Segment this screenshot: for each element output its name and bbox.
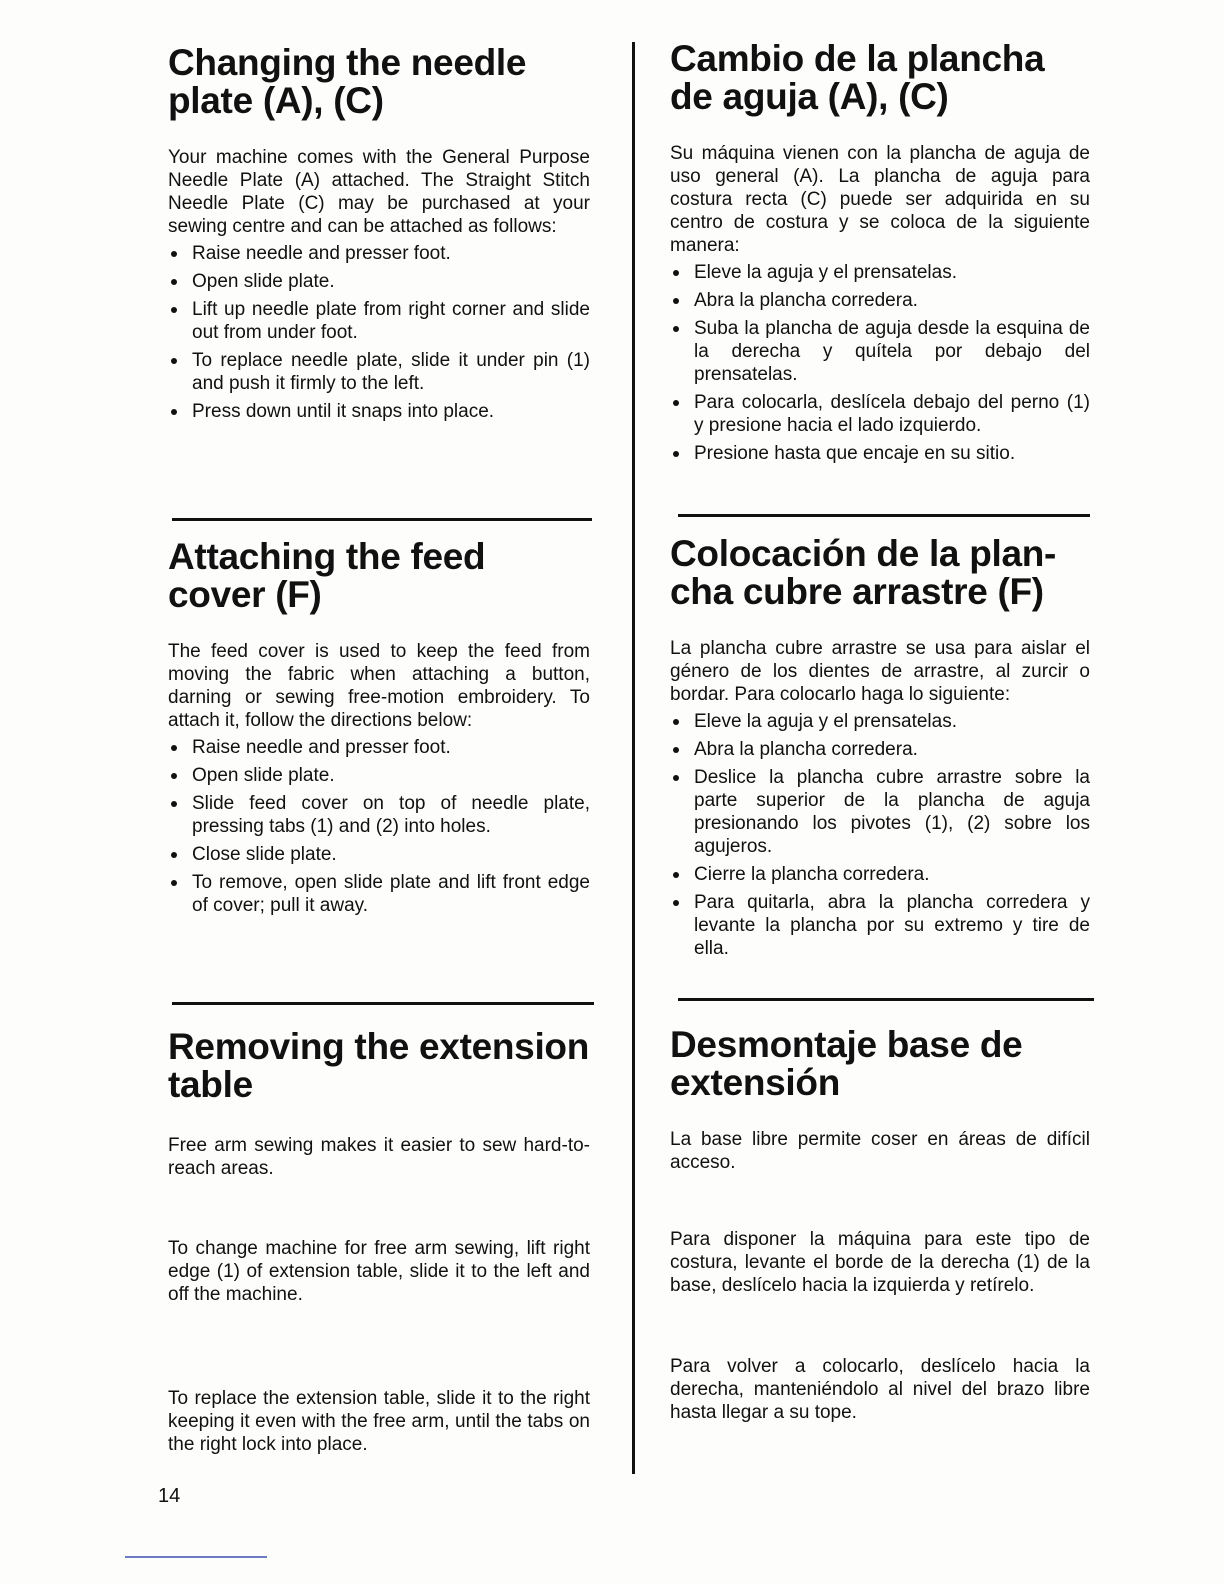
- paragraph-replace-table-es: Para volver a colocarlo, deslícelo hacia la derecha, manteniéndolo al nivel del brazo libre hasta llegar a su tope.: [670, 1356, 1090, 1423]
- heading-feed-cover-es: Colocación de la plan-cha cubre arrastre (F): [670, 533, 1057, 612]
- section-extension-table-en: [168, 1028, 590, 1456]
- list-item: Close slide plate.: [168, 843, 590, 866]
- intro-needle-plate-es: Su máquina vienen con la plancha de aguja de uso general (A). La plancha de aguja para costura recta (C) puede ser adquirida en su centro de costura y se coloca de la siguiente manera:: [670, 143, 1090, 256]
- steps-needle-plate-en: [168, 242, 590, 423]
- heading-needle-plate-en: Changing the needle plate (A), (C): [168, 42, 527, 121]
- section-rule: [678, 514, 1090, 517]
- scan-artifact-line: [125, 1556, 267, 1558]
- section-rule: [172, 1002, 594, 1005]
- list-item: Slide feed cover on top of needle plate, pressing tabs (1) and (2) into holes.: [168, 792, 590, 838]
- section-extension-table-es: [670, 1026, 1090, 1424]
- list-item: Abra la plancha corredera.: [670, 738, 1090, 761]
- column-divider: [632, 42, 635, 1474]
- section-rule: [678, 998, 1094, 1001]
- heading-extension-table-es: Desmontaje base de extensión: [670, 1024, 1023, 1103]
- list-item: Cierre la plancha corredera.: [670, 863, 1090, 886]
- section-needle-plate-es: [670, 40, 1090, 470]
- list-item: Presione hasta que encaje en su sitio.: [670, 442, 1090, 465]
- heading-feed-cover-en: Attaching the feed cover (F): [168, 536, 486, 615]
- paragraph-free-arm-es: La base libre permite coser en áreas de difícil acceso.: [670, 1129, 1090, 1173]
- list-item: Para quitarla, abra la plancha corredera y levante la plancha por su extremo y tire de ella.: [670, 891, 1090, 960]
- list-item: Press down until it snaps into place.: [168, 400, 590, 423]
- paragraph-remove-table-en: To change machine for free arm sewing, lift right edge (1) of extension table, slide it to the left and off the machine.: [168, 1238, 590, 1305]
- list-item: To replace needle plate, slide it under pin (1) and push it firmly to the left.: [168, 349, 590, 395]
- section-feed-cover-en: [168, 538, 590, 922]
- intro-feed-cover-en: The feed cover is used to keep the feed from moving the fabric when attaching a button, darning or sewing free-motion embroidery. To attach it, follow the directions below:: [168, 641, 590, 731]
- list-item: Suba la plancha de aguja desde la esquina de la derecha y quítela por debajo del prensatelas.: [670, 317, 1090, 386]
- list-item: Deslice la plancha cubre arrastre sobre la parte superior de la plancha de aguja presionando los pivotes (1), (2) sobre los agujeros.: [670, 766, 1090, 858]
- list-item: Lift up needle plate from right corner and slide out from under foot.: [168, 298, 590, 344]
- section-needle-plate-en: [168, 44, 590, 428]
- section-feed-cover-es: [670, 535, 1090, 965]
- list-item: Raise needle and presser foot.: [168, 736, 590, 759]
- section-rule: [172, 518, 592, 521]
- heading-extension-table-en: Removing the extension table: [168, 1026, 590, 1105]
- list-item: Raise needle and presser foot.: [168, 242, 590, 265]
- heading-needle-plate-es: Cambio de la plancha de aguja (A), (C): [670, 38, 1045, 117]
- steps-needle-plate-es: [670, 261, 1090, 465]
- steps-feed-cover-en: [168, 736, 590, 917]
- list-item: To remove, open slide plate and lift front edge of cover; pull it away.: [168, 871, 590, 917]
- list-item: Open slide plate.: [168, 764, 590, 787]
- paragraph-remove-table-es: Para disponer la máquina para este tipo de costura, levante el borde de la derecha (1) de la base, deslícelo hacia la izquierda y retírelo.: [670, 1229, 1090, 1296]
- list-item: Open slide plate.: [168, 270, 590, 293]
- page-number: 14: [158, 1485, 181, 1507]
- intro-needle-plate-en: Your machine comes with the General Purpose Needle Plate (A) attached. The Straight Stitch Needle Plate (C) may be purchased at your sewing centre and can be attached as follows:: [168, 147, 590, 237]
- intro-feed-cover-es: La plancha cubre arrastre se usa para aislar el género de los dientes de arrastre, al zurcir o bordar. Para colocarlo haga lo siguiente:: [670, 638, 1090, 705]
- steps-feed-cover-es: [670, 710, 1090, 960]
- list-item: Abra la plancha corredera.: [670, 289, 1090, 312]
- paragraph-replace-table-en: To replace the extension table, slide it to the right keeping it even with the free arm, until the tabs on the right lock into place.: [168, 1388, 590, 1455]
- list-item: Eleve la aguja y el prensatelas.: [670, 261, 1090, 284]
- paragraph-free-arm-en: Free arm sewing makes it easier to sew hard-to-reach areas.: [168, 1135, 590, 1179]
- list-item: Eleve la aguja y el prensatelas.: [670, 710, 1090, 733]
- list-item: Para colocarla, deslícela debajo del perno (1) y presione hacia el lado izquierdo.: [670, 391, 1090, 437]
